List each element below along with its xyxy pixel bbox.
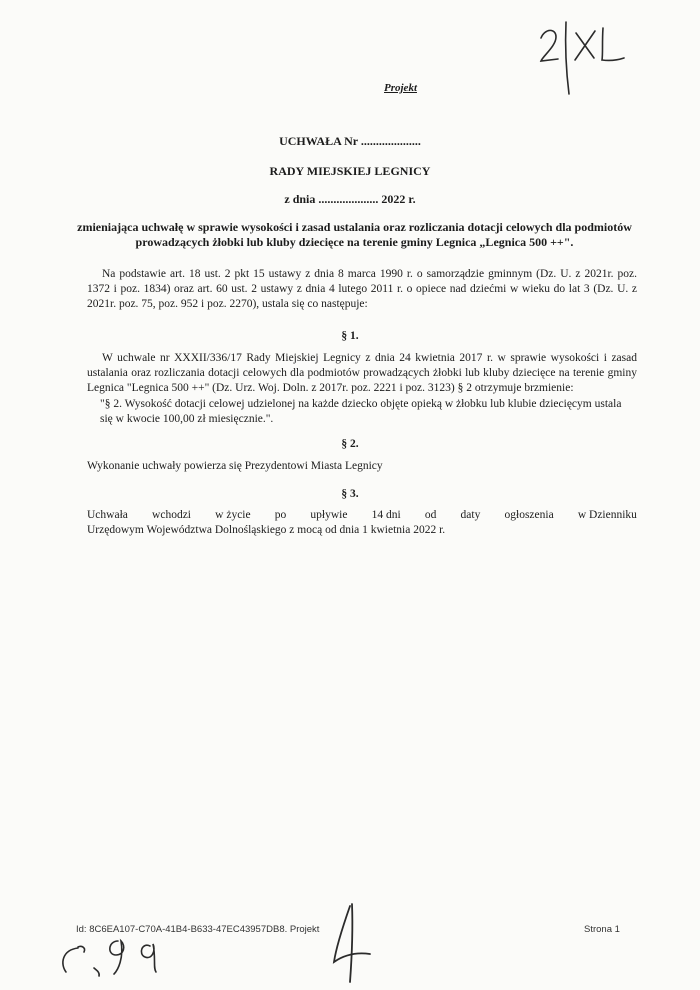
handwritten-initials-mark <box>63 941 156 976</box>
section-3-word: upływie <box>310 509 348 521</box>
preamble-paragraph <box>87 267 637 312</box>
section-3-word: Uchwała <box>87 509 128 521</box>
section-3-paragraph <box>87 508 637 538</box>
section-3-word: od <box>424 509 437 521</box>
projekt-label: Projekt <box>384 82 417 94</box>
section-3-second-line: Urzędowym Województwa Dolnośląskiego z mocą od dnia 1 kwietnia 2022 r. <box>87 524 446 536</box>
page-number: Strona 1 <box>584 924 620 935</box>
section-3-first-line <box>87 508 637 523</box>
section-1-text: W uchwale nr XXXII/336/17 Rady Miejskiej Legnicy z dnia 24 kwietnia 2017 r. w sprawie wysokości i zasad ustalania oraz rozliczania dotacji celowych dla podmiotów prowadzących żłobki lub kluby dziecięce na terenie gminy Legnica "Legnica 500 ++" (Dz. Urz. Woj. Doln. z 2017r. poz. 2221 i poz. 3123) § 2 otrzymuje brzmienie: <box>87 352 637 394</box>
preamble-text: Na podstawie art. 18 ust. 2 pkt 15 ustawy z dnia 8 marca 1990 r. o samorządzie gminnym (Dz. U. z 2021r. poz. 1372 i poz. 1834) oraz art. 60 ust. 2 ustawy z dnia 4 lutego 2011 r. o opiece nad dziećmi w wieku do lat 3 (Dz. U. z 2021r. poz. 75, poz. 952 i poz. 2270), ustala się co następuje: <box>87 268 637 310</box>
section-3-word: daty <box>460 509 481 521</box>
resolution-number: UCHWAŁA Nr .................... <box>279 134 421 148</box>
section-1-heading: § 1. <box>341 330 359 342</box>
handwritten-reference-mark <box>541 22 624 94</box>
section-2-heading: § 2. <box>341 438 359 450</box>
document-id: Id: 8C6EA107-C70A-41B4-B633-47EC43957DB8. Projekt <box>76 924 320 935</box>
section-3-word: wchodzi <box>152 509 191 521</box>
council-name: RADY MIEJSKIEJ LEGNICY <box>269 164 431 178</box>
section-3-heading: § 3. <box>341 488 359 500</box>
resolution-subject: zmieniająca uchwałę w sprawie wysokości i zasad ustalania oraz rozliczania dotacji celowych dla podmiotów prowadzących żłobki lub kluby dziecięce na terenie gminy Legnica „Legnica 500 ++". <box>77 220 632 249</box>
handwritten-number-mark <box>334 904 370 982</box>
section-3-word: ogłoszenia <box>504 509 554 521</box>
resolution-date: z dnia .................... 2022 r. <box>284 192 416 206</box>
section-1-quote: "§ 2. Wysokość dotacji celowej udzielonej na każde dziecko objęte opieką w żłobku lub klubie dziecięcym ustala się w kwocie 100,00 zł miesięcznie.". <box>100 398 622 425</box>
section-3-word: 14 dni <box>371 509 401 521</box>
section-3-word: w życie <box>215 509 251 521</box>
section-1-paragraph <box>87 351 637 396</box>
section-3-word: po <box>274 509 287 521</box>
section-2-text: Wykonanie uchwały powierza się Prezydentowi Miasta Legnicy <box>87 460 383 472</box>
section-3-word: w Dzienniku <box>577 509 637 521</box>
